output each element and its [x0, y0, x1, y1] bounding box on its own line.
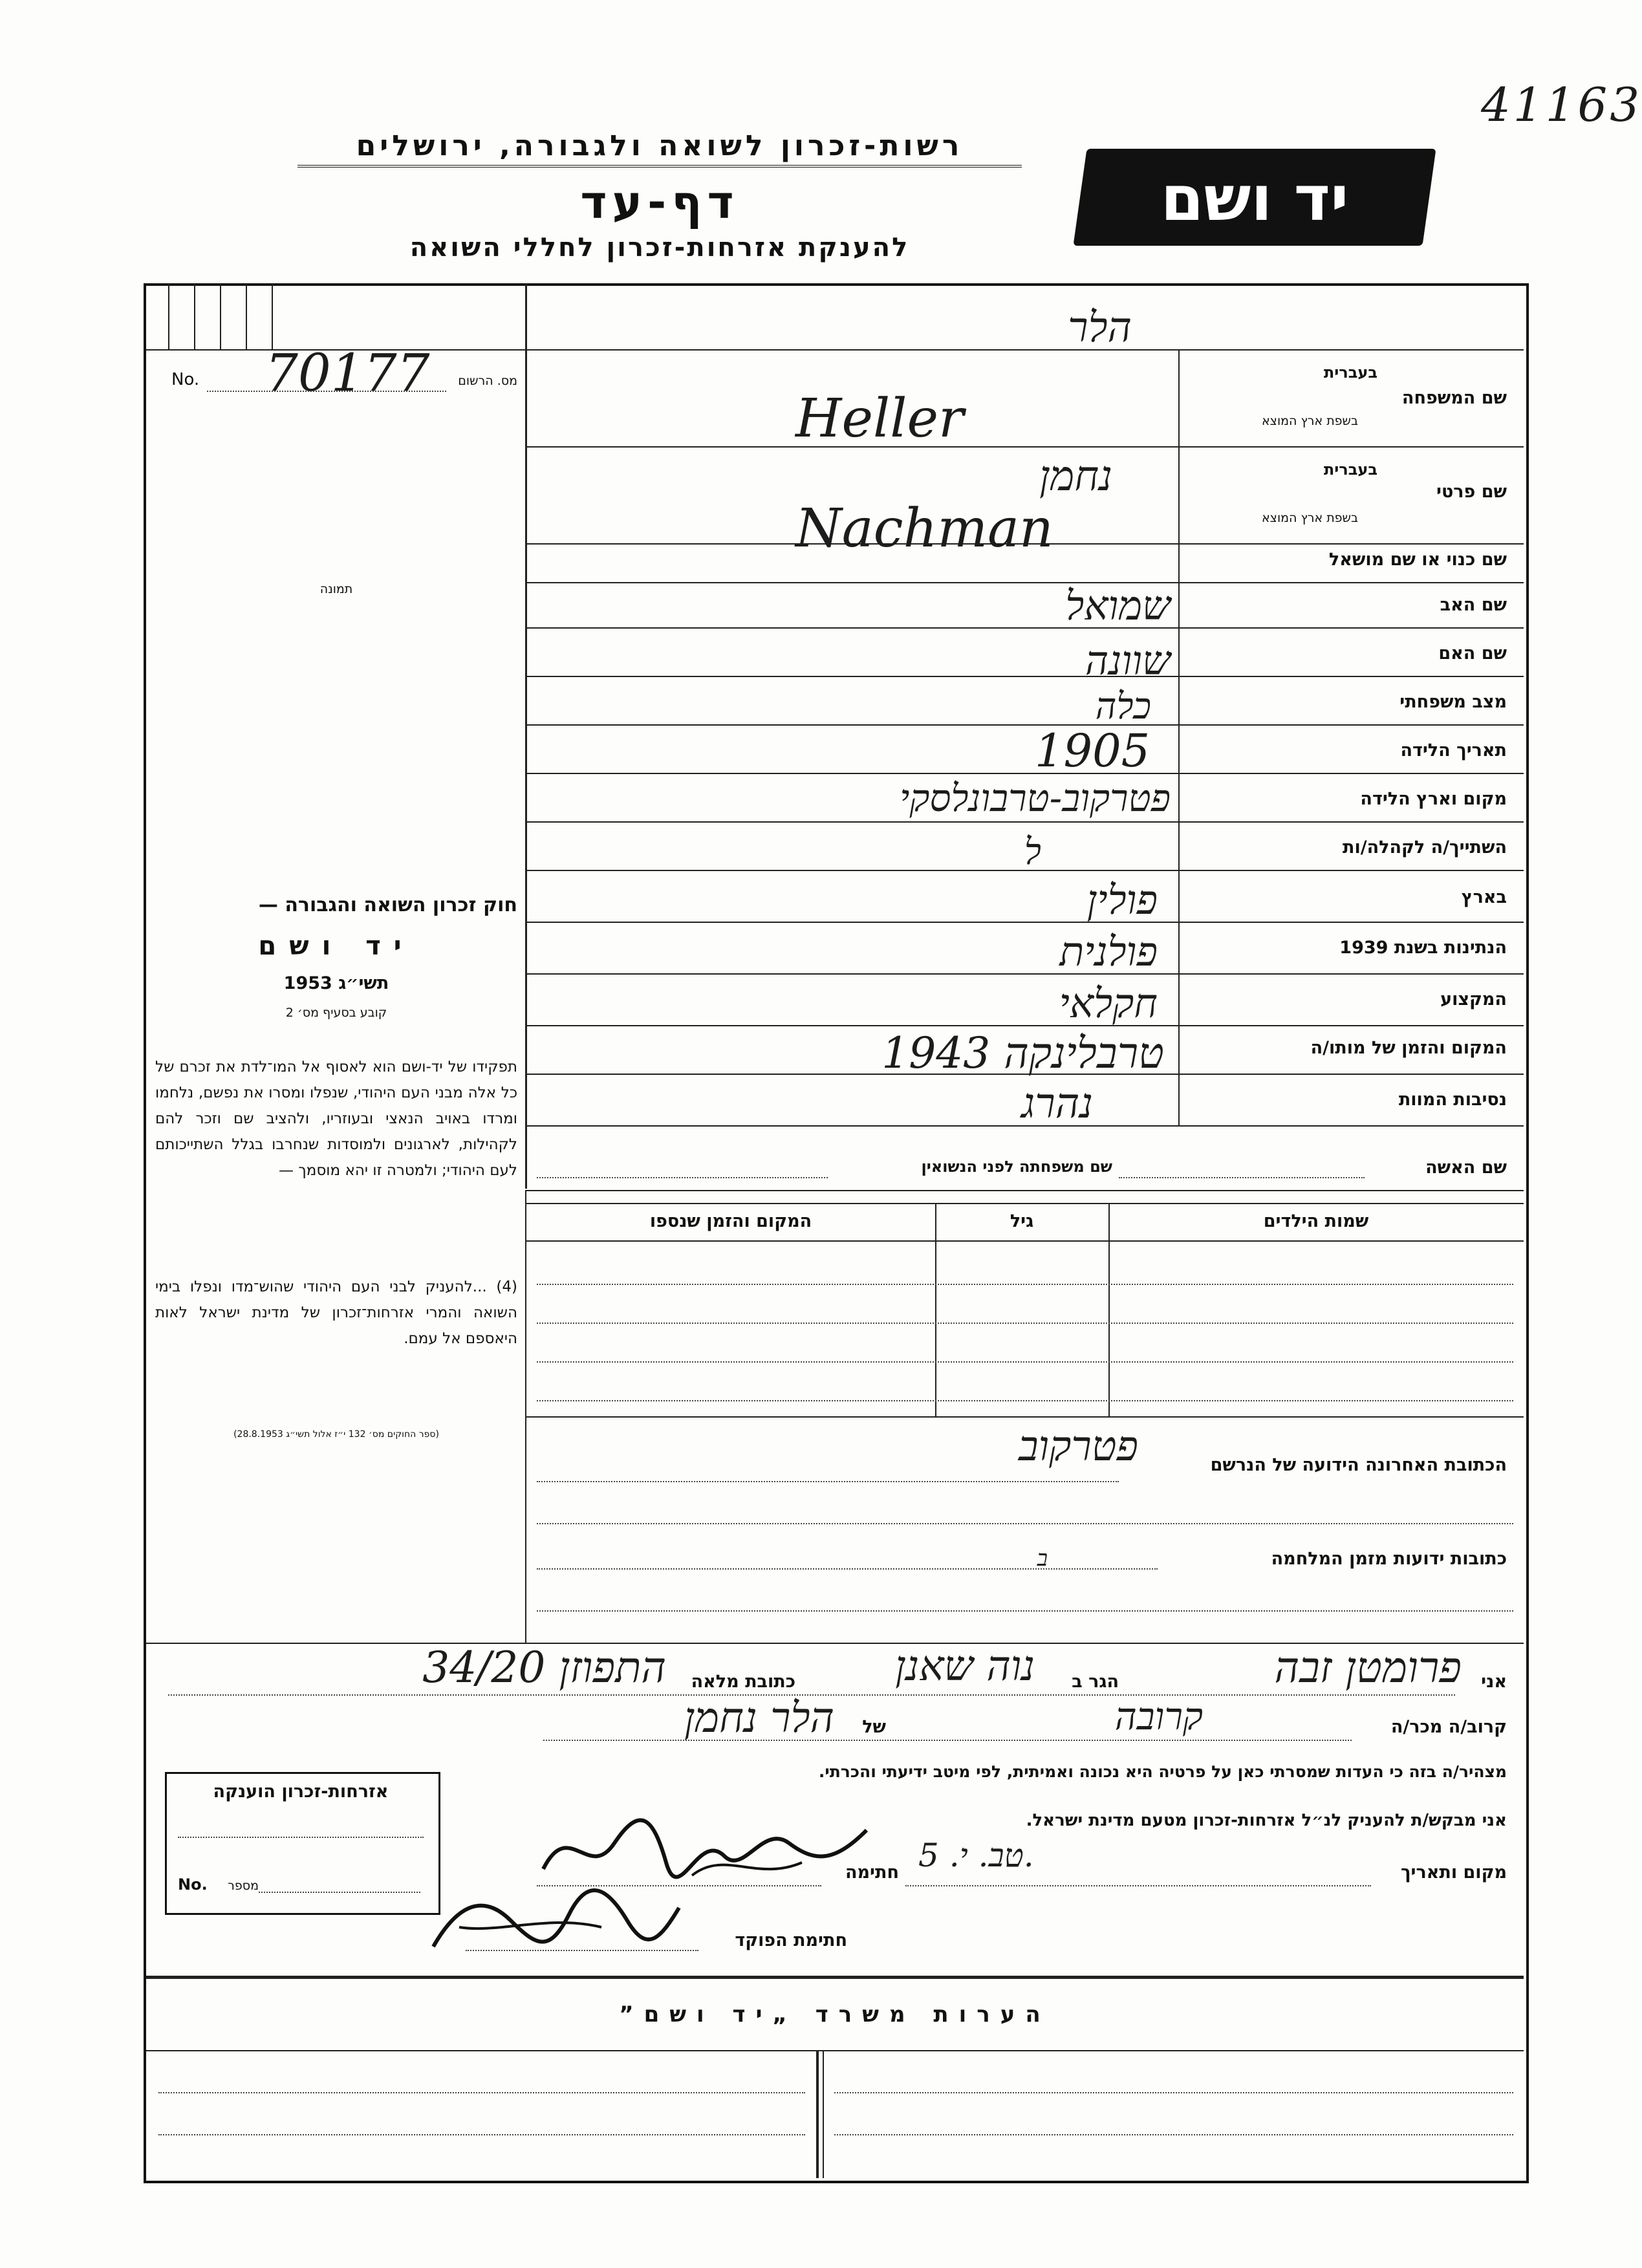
witness-declaration: מצהיר/ה בזה כי העדות שמסרתי כאן על פרטיה היא נכונה ואמיתית, לפי מיטב ידיעתי והכרתי.: [818, 1762, 1507, 1781]
law-clause: קובע בסעיף מס׳ 2: [285, 1006, 387, 1020]
witness-name: פרומטן זבה: [1274, 1643, 1462, 1692]
officer-signature-label: חתימת הפוקד: [735, 1930, 847, 1950]
registration-label-he: מס. הרשום: [458, 374, 517, 388]
witness-i-label: אני: [1481, 1672, 1507, 1692]
form-title: דף-עד: [580, 176, 739, 229]
children-col-age: גיל: [1010, 1211, 1034, 1231]
witness-resident-value: נוה שאנן: [895, 1643, 1035, 1690]
country-label: בארץ: [1461, 887, 1507, 907]
signature-label: חתימה: [845, 1863, 899, 1883]
law-paragraph-1: תפקידו של יד-ושם הוא לאסוף אל המו־לדת את זכרם של כל אלה מבני העם היהודי, שנפלו ומסרו את נפשם, נלחמו ומרדו באויב הנאצי ובעוזריו, ולהציב שם וזכר להם לקהילות, לארגונים ולמוסדות שנחרבו בגלל השתייכותם לעם היהודי; ולמטרה זו יהא מוסמך —: [155, 1059, 517, 1179]
nationality-value: פולנית: [1059, 928, 1158, 975]
witness-relative-label: קרוב/ה מכר/ה: [1390, 1717, 1507, 1737]
citizenship-box-no: No.: [178, 1875, 208, 1894]
last-address-value: פטרקוב: [1018, 1423, 1138, 1471]
nickname-label: שם כנוי או שם מושאל: [1328, 550, 1507, 570]
law-citation: (ספר החוקים מס׳ 132 י״ז אלול תשי״ג 28.8.1953): [233, 1429, 439, 1440]
children-col-names: שמות הילדים: [1263, 1211, 1369, 1231]
given-origin-value: Nachman: [795, 498, 1053, 559]
last-address-label: הכתובת האחרונה הידועה של הנרשם: [1210, 1455, 1507, 1475]
archive-number: 41163: [1481, 78, 1642, 132]
witness-of-label: של: [862, 1717, 886, 1737]
birthdate-value: 1905: [1035, 724, 1150, 777]
citizenship-box-title: אזרחות-זכרון הוענקה: [213, 1782, 389, 1802]
surname-label: שם המשפחה: [1401, 388, 1507, 408]
law-name: יד ושם: [258, 931, 415, 961]
profession-label: המקצוע: [1440, 989, 1507, 1010]
death-value: טרבלינקה 1943: [881, 1028, 1164, 1078]
community-value: ל: [1024, 831, 1041, 873]
place-date-label: מקום ותאריך: [1400, 1863, 1507, 1883]
photo-label: תמונה: [319, 582, 353, 596]
citizenship-box-no-he: מספר: [228, 1879, 259, 1893]
given-label: שם פרטי: [1436, 482, 1507, 502]
given-lang-he: בעברית: [1323, 460, 1377, 479]
spouse-label: שם האשה: [1425, 1158, 1507, 1178]
war-address-label: כתובות ידועות מזמן המלחמה: [1271, 1549, 1507, 1569]
logo-text: יד ושם: [1160, 162, 1349, 235]
law-year: תשי״ג 1953: [283, 973, 389, 993]
death-cause-label: נסיבות המוות: [1398, 1090, 1507, 1110]
witness-full-address-value: התפוזן 34/20: [422, 1643, 666, 1692]
children-col-place: המקום והזמן שנספו: [649, 1211, 812, 1231]
marital-value: כלה: [1095, 686, 1151, 728]
officer-signature: [420, 1875, 692, 1960]
father-value: שמואל: [1065, 582, 1171, 629]
place-date-value: טב. י. 5.: [918, 1837, 1034, 1874]
marital-label: מצב משפחתי: [1399, 692, 1507, 712]
community-label: השתייך/ה לקהלה/ות: [1343, 837, 1507, 858]
spouse-maiden-label: שם משפחתה לפני הנשואין: [921, 1158, 1112, 1176]
mother-value: שוונה: [1085, 637, 1171, 684]
surname-lang-origin: בשפת ארץ המוצא: [1261, 414, 1358, 428]
war-address-value: ב: [1037, 1546, 1048, 1571]
birthplace-label: מקום וארץ הלידה: [1360, 789, 1507, 809]
office-notes-title: הערות משרד „יד ושם”: [619, 2002, 1051, 2027]
surname-origin-value: Heller: [795, 388, 964, 449]
registration-number: 70177: [265, 343, 430, 403]
nationality-label: הנתינות בשנת 1939: [1339, 938, 1507, 958]
witness-full-address-label: כתובת מלאה: [691, 1672, 795, 1692]
law-title: חוק זכרון השואה והגבורה —: [258, 894, 517, 916]
surname-lang-he: בעברית: [1323, 363, 1377, 382]
profession-value: חקלאי: [1059, 980, 1158, 1027]
witness-request: אני מבקש/ת להעניק לנ״ל אזרחות-זכרון מטעם מדינת ישראל.: [1026, 1811, 1507, 1830]
country-value: פולין: [1086, 876, 1158, 923]
given-he-value: נחמן: [1039, 453, 1112, 501]
law-paragraph-2: (4) ...להעניק לבני העם היהודי שהוש־מדו ונפלו בימי השואה והמרי אזרחות־זכרון של מדינת ישראל לאות היאספם אל עמם.: [155, 1279, 517, 1347]
form-subtitle: להענקת אזרחות-זכרון לחללי השואה: [409, 233, 910, 263]
birthplace-value: פטרקוב-טרבונלסקי: [900, 776, 1171, 820]
given-lang-origin: בשפת ארץ המוצא: [1261, 511, 1358, 525]
death-cause-value: נהרג: [1021, 1080, 1093, 1128]
authority-line: רשות-זכרון לשואה ולגבורה, ירושלים: [297, 129, 1022, 167]
witness-of-value: הלר נחמן: [684, 1694, 834, 1742]
father-label: שם האב: [1440, 595, 1507, 615]
birthdate-label: תאריך הלידה: [1400, 740, 1507, 761]
witness-resident-label: הגר ב: [1072, 1672, 1119, 1692]
registration-label-en: No.: [171, 370, 200, 389]
death-label: המקום והזמן של מותו/ה: [1310, 1038, 1507, 1058]
witness-relative-value: קרובה: [1114, 1694, 1203, 1738]
surname-he-value: הלר: [1068, 304, 1132, 352]
mother-label: שם האם: [1438, 643, 1507, 664]
